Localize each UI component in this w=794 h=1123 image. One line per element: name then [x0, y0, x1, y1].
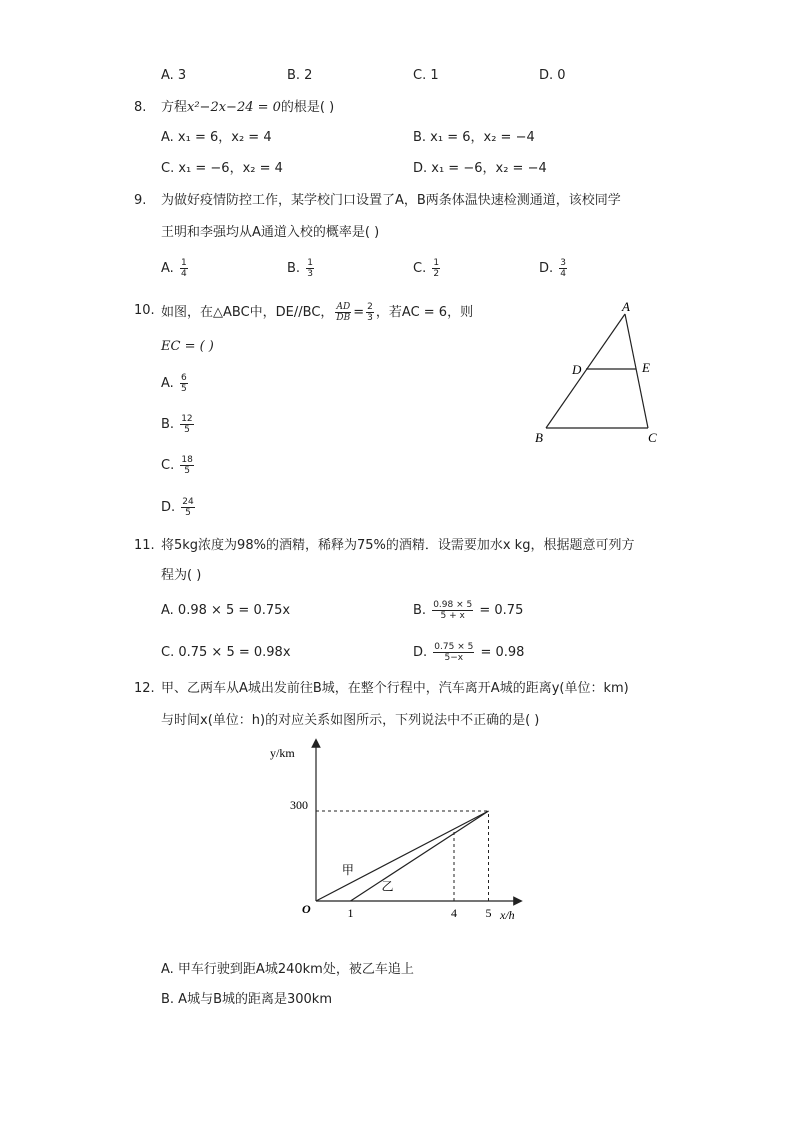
label-b: B: [535, 430, 543, 445]
q9-stem-line2: 王明和李强均从A通道入校的概率是( ): [161, 225, 380, 240]
q11-option-c[interactable]: C. 0.75 × 5 = 0.98x: [161, 645, 291, 660]
q8-option-a[interactable]: A. x₁ = 6，x₂ = 4: [161, 130, 272, 145]
origin-label: O: [302, 902, 311, 916]
q10-option-c-fraction: $\frac{18}{5}$: [181, 455, 193, 476]
x-tick-label-5: 5: [485, 906, 492, 920]
q10-text1: 如图，在△ABC中，DE//BC，: [161, 305, 334, 320]
q11-option-a[interactable]: A. 0.98 × 5 = 0.75x: [161, 603, 291, 618]
q10-option-b-label: B.: [161, 417, 175, 432]
label-c: C: [648, 430, 657, 445]
y-tick-label-300: 300: [290, 798, 308, 812]
q9-number: 9.: [134, 193, 147, 208]
q11-option-b[interactable]: [413, 600, 523, 621]
x-tick-label-1: 1: [347, 906, 354, 920]
q10-option-d[interactable]: [161, 497, 197, 518]
q9-option-d-fraction: $\frac{3}{4}$: [560, 258, 567, 279]
q9-option-b-label: B.: [287, 261, 301, 276]
label-e: E: [642, 360, 650, 375]
q12-stem-line1: 甲、乙两车从A城出发前往B城，在整个行程中，汽车离开A城的距离y(单位：km): [161, 681, 629, 696]
q9-option-a-fraction: $\frac{1}{4}$: [180, 258, 187, 279]
q10-option-d-fraction: $\frac{24}{5}$: [182, 497, 194, 518]
label-d: D: [572, 362, 582, 377]
series-label-yi: 乙: [381, 879, 394, 894]
q9-option-a-label: A.: [161, 261, 174, 276]
x-axis-label: x/h: [500, 908, 515, 922]
q11-option-d-rhs: = 0.98: [480, 645, 525, 660]
q9-option-a[interactable]: [161, 258, 190, 279]
q7-option-c[interactable]: C. 1: [413, 68, 439, 83]
q10-option-b-fraction: $\frac{12}{5}$: [181, 414, 193, 435]
q12-option-a[interactable]: A. 甲车行驶到距A城240km处，被乙车追上: [161, 962, 414, 977]
q11-option-d-label: D.: [413, 645, 428, 660]
q7-option-b[interactable]: B. 2: [287, 68, 313, 83]
side-ab: [546, 314, 625, 428]
q10-stem-line1: [161, 302, 473, 323]
q8-option-d[interactable]: D. x₁ = −6，x₂ = −4: [413, 161, 547, 176]
q9-option-b[interactable]: [287, 258, 316, 279]
q9-option-c[interactable]: [413, 258, 442, 279]
q11-option-d-fraction: $\frac{0.75 \times 5}{5-x}$: [434, 642, 474, 663]
q7-option-d[interactable]: D. 0: [539, 68, 566, 83]
label-a: A: [622, 299, 630, 314]
q9-option-b-fraction: $\frac{1}{3}$: [307, 258, 313, 279]
q8-option-c[interactable]: C. x₁ = −6，x₂ = 4: [161, 161, 283, 176]
triangle-figure: [525, 296, 675, 448]
q10-text3: ，若AC = 6，则: [375, 305, 474, 320]
q11-option-b-label: B.: [413, 603, 427, 618]
series-label-jia: 甲: [341, 863, 354, 877]
q10-number: 10.: [134, 303, 155, 318]
q10-option-a[interactable]: [161, 373, 190, 394]
series-jia-line: [316, 811, 489, 901]
q10-option-a-fraction: $\frac{6}{5}$: [180, 373, 187, 394]
q11-option-b-fraction: $\frac{0.98 \times 5}{5 + x}$: [433, 600, 473, 621]
q10-option-d-label: D.: [161, 500, 176, 515]
q10-option-c-label: C.: [161, 458, 175, 473]
q9-option-c-fraction: $\frac{1}{2}$: [433, 258, 440, 279]
q11-stem-line1: 将5kg浓度为98%的酒精，稀释为75%的酒精．设需要加水x kg，根据题意可列方: [161, 538, 635, 553]
q10-ad-db-fraction: $\frac{AD}{DB}$: [336, 302, 351, 323]
q11-number: 11.: [134, 538, 155, 553]
q11-option-d[interactable]: [413, 642, 524, 663]
q9-option-d[interactable]: [539, 258, 569, 279]
x-tick-label-4: 4: [451, 906, 457, 920]
q12-stem-line2: 与时间x(单位：h)的对应关系如图所示，下列说法中不正确的是( ): [161, 713, 540, 728]
q7-option-a[interactable]: A. 3: [161, 68, 187, 83]
q8-equation: x²−2x−24 = 0: [187, 100, 281, 115]
q9-stem-line1: 为做好疫情防控工作，某学校门口设置了A，B两条体温快速检测通道，该校同学: [161, 193, 621, 208]
q8-option-b[interactable]: B. x₁ = 6，x₂ = −4: [413, 130, 535, 145]
q10-ratio-fraction: $\frac{2}{3}$: [367, 302, 373, 323]
q10-equals: =: [353, 305, 365, 320]
y-axis-label: y/km: [270, 746, 295, 760]
q9-option-c-label: C.: [413, 261, 427, 276]
q8-text-after: 的根是( ): [280, 100, 335, 115]
q11-option-b-rhs: = 0.75: [479, 603, 524, 618]
q11-stem-line2: 程为( ): [161, 568, 202, 583]
q10-option-a-label: A.: [161, 376, 174, 391]
q12-option-b[interactable]: B. A城与B城的距离是300km: [161, 992, 332, 1007]
series-yi-line: [351, 811, 489, 901]
q8-stem: [161, 99, 334, 117]
q10-option-b[interactable]: [161, 414, 196, 435]
q12-number: 12.: [134, 681, 155, 696]
q10-option-c[interactable]: [161, 455, 196, 476]
q8-text-before: 方程: [161, 100, 188, 115]
distance-time-chart: [260, 735, 530, 930]
q9-option-d-label: D.: [539, 261, 554, 276]
q8-number: 8.: [134, 100, 147, 115]
q10-stem-line2: EC = ( ): [161, 339, 214, 354]
